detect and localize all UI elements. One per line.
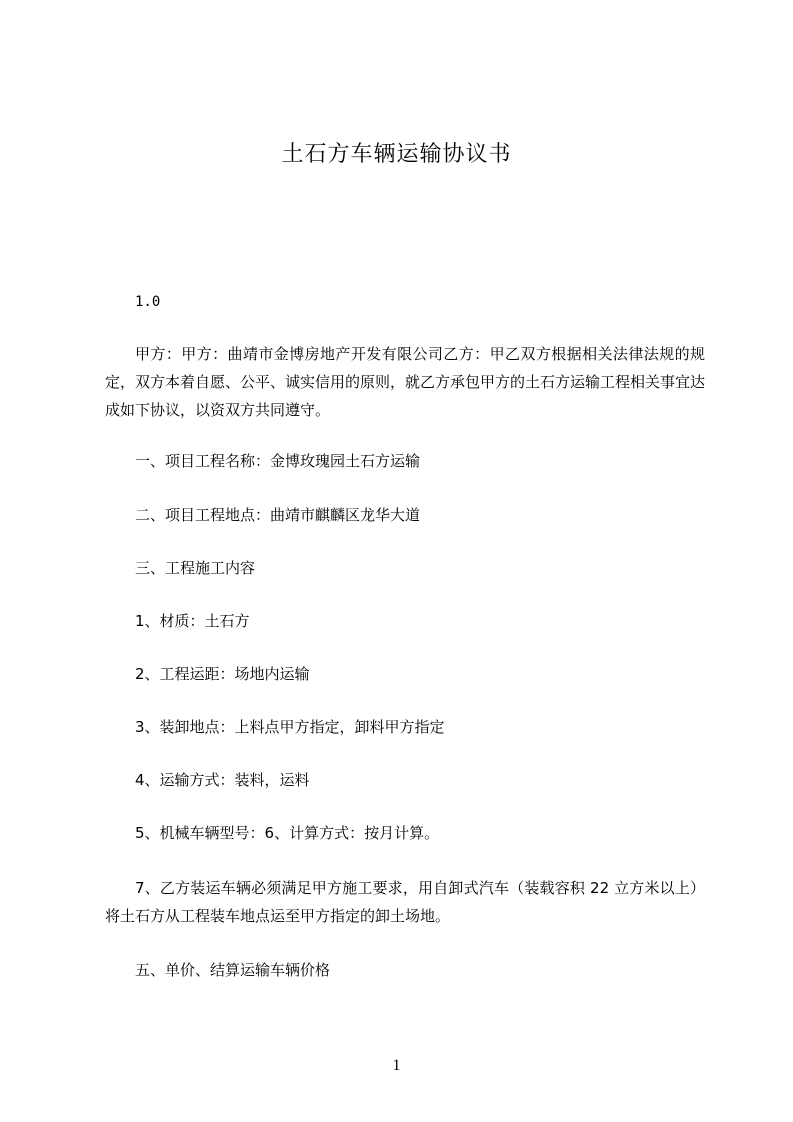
item7-paragraph: 7、乙方装运车辆必须满足甲方施工要求，用自卸式汽车（装载容积 22 立方米以上）将土石方从工程装车地点运至甲方指定的卸土场地。 [105,879,705,925]
document-title: 土石方车辆运输协议书 [281,142,512,167]
item-project-location: 二、项目工程地点：曲靖市麒麟区龙华大道 [135,506,421,524]
item-material: 1、材质：土石方 [135,612,250,630]
item-distance: 2、工程运距：场地内运输 [135,665,310,683]
item-transport-method: 4、运输方式：装料，运料 [135,771,310,789]
item-construction-content: 三、工程施工内容 [135,559,256,577]
page-number: 1 [392,1057,401,1074]
item-vehicle-model: 5、机械车辆型号：6、计算方式：按月计算。 [135,824,440,842]
section-number: 1.0 [135,294,161,310]
section-five-heading: 五、单价、结算运输车辆价格 [135,961,331,979]
intro-paragraph: 甲方：甲方：曲靖市金博房地产开发有限公司乙方：甲乙双方根据相关法律法规的规定，双方本着自愿、公平、诚实信用的原则，就乙方承包甲方的土石方运输工程相关事宜达成如下协议，以资双方共同遵守。 [105,345,706,419]
item-loading-location: 3、装卸地点：上料点甲方指定，卸料甲方指定 [135,718,445,736]
item-project-name: 一、项目工程名称：金博玫瑰园土石方运输 [135,452,421,470]
